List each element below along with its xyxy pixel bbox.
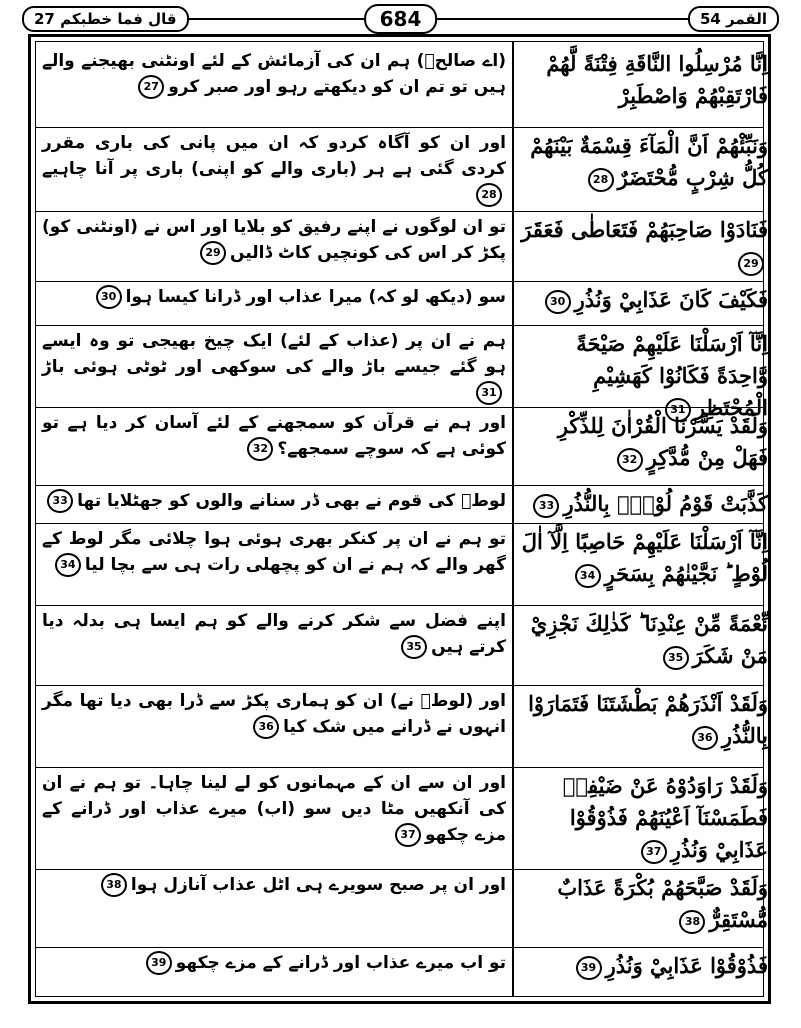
ayah-arabic xyxy=(520,770,768,870)
ayah-arabic xyxy=(520,214,768,282)
row-separator xyxy=(36,325,763,326)
ayah-number-badge: 36 xyxy=(692,726,718,750)
ayah-translation-text: لوطؑ کی قوم نے بھی ڈر سنانے والوں کو جھٹلایا تھا xyxy=(77,491,506,511)
translation-number-badge: 27 xyxy=(138,75,164,99)
translation-number-badge: 36 xyxy=(253,715,279,739)
ayah-arabic-text: اِنَّا مُرْسِلُوا النَّاقَةِ فِتْنَةً لَّهُمْ فَارْتَقِبْهُمْ وَاصْطَبِرْ xyxy=(546,51,768,108)
ayah-translation-text: اور (لوطؑ نے) ان کو ہماری پکڑ سے ڈرا بھی دیا تھا مگر انہوں نے ڈرانے میں شک کیا xyxy=(42,691,506,737)
ayah-arabic xyxy=(520,328,768,420)
ayah-translation-text: (اے صالحؑ) ہم ان کی آزمائش کے لئے اونٹنی بھیجنے والے ہیں تو تم ان کو دیکھتے رہو اور صبر کرو xyxy=(42,51,506,97)
content-area xyxy=(35,41,768,997)
ayah-translation-text: اور ان پر صبح سویرے ہی اٹل عذاب آنازل ہوا xyxy=(130,875,506,895)
ayah-arabic-text: فَذُوْقُوْا عَذَابِيْ وَنُذُرِ xyxy=(605,953,768,978)
ayah-arabic-text: وَلَقَدْ صَبَّحَهُمْ بُكْرَةً عَذَابٌ مُّسْتَقِرٌّ xyxy=(557,875,768,932)
ayah-translation xyxy=(42,950,506,1000)
translation-number-badge: 33 xyxy=(47,489,73,513)
ayah-translation-text: تو ہم نے ان پر کنکر بھری ہوئی ہوا چلائی مگر لوط کے گھر والے کہ ہم نے ان کو پچھلی رات ہی سے بچا لیا xyxy=(42,529,506,575)
row-separator xyxy=(36,767,763,768)
para-label: قال فما خطبكم 27 xyxy=(22,6,189,32)
translation-number-badge: 38 xyxy=(101,873,127,897)
ayah-translation xyxy=(42,526,506,606)
row-separator xyxy=(36,281,763,282)
ayah-arabic xyxy=(520,526,768,606)
translation-number-badge: 34 xyxy=(55,553,81,577)
ayah-translation-text: اور ہم نے قرآن کو سمجھنے کے لئے آسان کر دیا ہے تو کوئی ہے کہ سوچے سمجھے؟ xyxy=(42,413,506,459)
ayah-arabic-text: وَلَقَدْ رَاوَدُوْهُ عَنْ ضَيْفِهٖ فَطَمَسْنَآ اَعْيُنَهُمْ فَذُوْقُوْا عَذَابِيْ وَنُذُرِ xyxy=(562,773,768,862)
translation-number-badge: 28 xyxy=(476,183,502,207)
translation-number-badge: 32 xyxy=(247,437,273,461)
ayah-number-badge: 37 xyxy=(641,840,667,864)
ayah-translation xyxy=(42,48,506,128)
ayah-arabic-text: فَكَيْفَ كَانَ عَذَابِيْ وَنُذُرِ xyxy=(574,287,768,312)
ayah-translation-text: تو اب میرے عذاب اور ڈرانے کے مزے چکھو xyxy=(175,953,506,973)
ayah-number-badge: 38 xyxy=(679,910,705,934)
translation-number-badge: 31 xyxy=(476,381,502,405)
column-divider xyxy=(512,42,514,996)
ayah-translation-text: اور ان سے ان کے مہمانوں کو لے لینا چاہا۔ تو ہم نے ان کی آنکھیں مٹا دیں سو (اب) میرے عذاب اور ڈرانے کے مزے چکھو xyxy=(42,773,506,845)
ayah-translation-text: اور ان کو آگاہ کردو کہ ان میں پانی کی باری مقرر کردی گئی ہے ہر (باری والے کو اپنی) باری پر آنا چاہیے xyxy=(42,133,506,179)
ayah-arabic-text: كَذَّبَتْ قَوْمُ لُوْطٍۢ بِالنُّذُرِ xyxy=(563,491,768,516)
ayah-arabic-text: اِنَّآ اَرْسَلْنَا عَلَيْهِمْ حَاصِبًا اِلَّآ اٰلَ لُوْطٍ ؕ نَجَّيْنٰهُمْ بِسَحَرٍ xyxy=(521,529,768,586)
ayah-arabic xyxy=(520,48,768,128)
ayah-translation xyxy=(42,214,506,282)
row-separator xyxy=(36,605,763,606)
ayah-number-badge: 33 xyxy=(533,494,559,518)
ayah-number-badge: 34 xyxy=(575,564,601,588)
page-number: 684 xyxy=(364,4,438,34)
ayah-translation xyxy=(42,488,506,524)
ayah-translation-text: اپنے فضل سے شکر کرنے والے کو ہم ایسا ہی بدلہ دیا کرتے ہیں xyxy=(42,611,506,657)
ayah-arabic-text: نِّعْمَةً مِّنْ عِنْدِنَا ؕ كَذٰلِكَ نَجْزِيْ مَنْ شَكَرَ xyxy=(530,611,768,668)
ayah-arabic-text: وَلَقَدْ يَسَّرْنَا الْقُرْاٰنَ لِلذِّكْرِ فَهَلْ مِنْ مُّدَّكِرٍ xyxy=(557,413,768,470)
row-separator xyxy=(36,523,763,524)
ayah-arabic xyxy=(520,130,768,212)
ayah-arabic xyxy=(520,488,768,524)
row-separator xyxy=(36,127,763,128)
translation-number-badge: 35 xyxy=(401,635,427,659)
ayah-arabic xyxy=(520,608,768,686)
ayah-translation-text: سو (دیکھ لو کہ) میرا عذاب اور ڈرانا کیسا ہوا xyxy=(125,287,506,307)
ayah-number-badge: 30 xyxy=(545,290,571,314)
ayah-number-badge: 32 xyxy=(617,448,643,472)
ayah-arabic xyxy=(520,284,768,326)
row-separator xyxy=(36,869,763,870)
translation-number-badge: 30 xyxy=(96,285,122,309)
row-separator xyxy=(36,485,763,486)
row-separator xyxy=(36,211,763,212)
ayah-translation xyxy=(42,872,506,948)
ayah-arabic xyxy=(520,688,768,768)
ayah-translation xyxy=(42,328,506,408)
ayah-number-badge: 29 xyxy=(738,252,764,276)
row-separator xyxy=(36,407,763,408)
ayah-translation xyxy=(42,608,506,686)
translation-number-badge: 37 xyxy=(395,823,421,847)
ayah-arabic-text: اِنَّآ اَرْسَلْنَا عَلَيْهِمْ صَيْحَةً وَّاحِدَةً فَكَانُوْا كَهَشِيْمِ الْمُحْتَظِرِ xyxy=(576,331,768,420)
translation-number-badge: 39 xyxy=(146,951,172,975)
surah-label: القمر 54 xyxy=(688,6,779,32)
row-separator xyxy=(36,947,763,948)
ayah-number-badge: 39 xyxy=(576,956,602,980)
ayah-translation-text: تو ان لوگوں نے اپنے رفیق کو بلایا اور اس نے (اونٹنی کو) پکڑ کر اس کی کونچیں کاٹ ڈالیں xyxy=(42,217,506,263)
ayah-arabic xyxy=(520,950,768,1000)
ayah-translation xyxy=(42,130,506,212)
page-frame xyxy=(28,34,771,1004)
ayah-number-badge: 31 xyxy=(665,398,691,422)
ayah-arabic xyxy=(520,872,768,948)
ayah-arabic xyxy=(520,410,768,486)
ayah-arabic-text: وَلَقَدْ اَنْذَرَهُمْ بَطْشَتَنَا فَتَمَارَوْا بِالنُّذُرِ xyxy=(528,691,768,748)
row-separator xyxy=(36,685,763,686)
page-header xyxy=(22,4,779,34)
ayah-number-badge: 28 xyxy=(588,168,614,192)
ayah-arabic-text: فَنَادَوْا صَاحِبَهُمْ فَتَعَاطٰى فَعَقَرَ xyxy=(521,217,768,242)
ayah-arabic-text: وَنَبِّئْهُمْ اَنَّ الْمَآءَ قِسْمَةٌ بَيْنَهُمْ كُلُّ شِرْبٍ مُّحْتَضَرٌ xyxy=(530,133,768,190)
ayah-translation-text: ہم نے ان پر (عذاب کے لئے) ایک چیخ بھیجی تو وہ ایسے ہو گئے جیسے باڑ والے کی سوکھی اور ٹوٹی ہوئی باڑ xyxy=(42,331,506,377)
ayah-translation xyxy=(42,688,506,768)
ayah-number-badge: 35 xyxy=(663,646,689,670)
translation-number-badge: 29 xyxy=(200,241,226,265)
ayah-translation xyxy=(42,410,506,486)
ayah-translation xyxy=(42,284,506,326)
ayah-translation xyxy=(42,770,506,870)
